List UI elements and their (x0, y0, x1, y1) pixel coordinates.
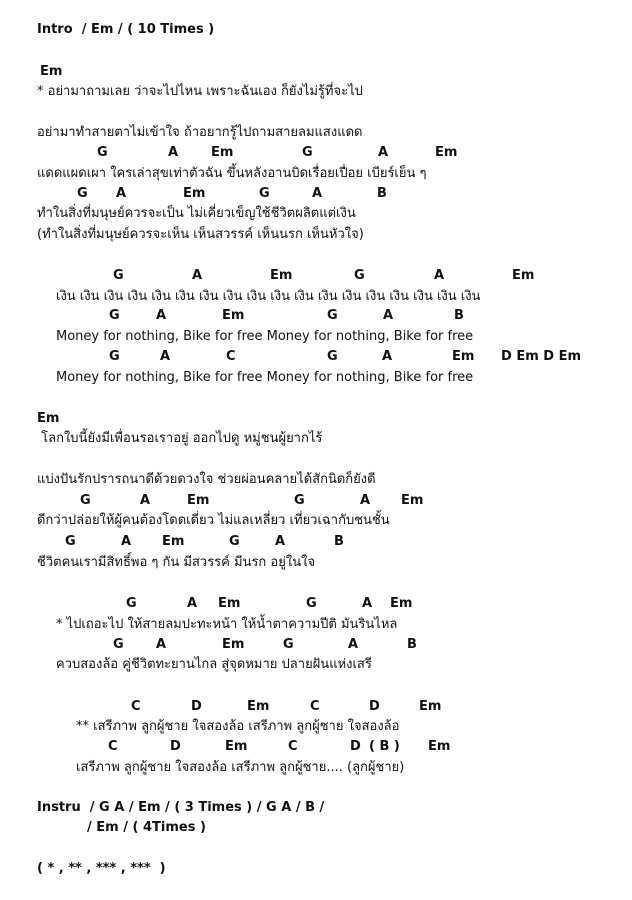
chord-label: Em (218, 596, 241, 611)
chord-label: Em (187, 493, 210, 508)
lyric-line: เสรีภาพ ลูกผู้ชาย ใจสองล้อ เสรีภาพ ลูกผู้ชาย.... (ลูกผู้ชาย) (76, 760, 405, 775)
chord-label: D (350, 739, 361, 754)
chord-label: D Em D Em (501, 349, 582, 364)
chord-label: A (156, 637, 167, 652)
chord-label: Em (211, 145, 234, 160)
lyric-line: Money for nothing, Bike for free Money for nothing, Bike for free (56, 370, 474, 385)
chord-label: D (369, 699, 380, 714)
chord-label: C (226, 349, 236, 364)
instru-line-2: / Em / ( 4Times ) (87, 820, 206, 835)
lyric-line: Money for nothing, Bike for free Money for nothing, Bike for free (56, 329, 474, 344)
chord-label: A (140, 493, 151, 508)
chord-label: G (327, 308, 338, 323)
chord-label: G (65, 534, 76, 549)
chord-label: C (288, 739, 298, 754)
lyric-line: ดีกว่าปล่อยให้ผู้คนต้องโดดเดี่ยว ไม่แลเหลี่ยว เที่ยวเฉากับชนชั้น (37, 513, 390, 528)
chord-label: A (192, 268, 203, 283)
chord-label: G (126, 596, 137, 611)
chord-label: Em (390, 596, 413, 611)
chord-label: A (434, 268, 445, 283)
chord-label: G (97, 145, 108, 160)
chord-label: A (312, 186, 323, 201)
chord-label: G (283, 637, 294, 652)
chord-label: G (77, 186, 88, 201)
intro-line: Intro / Em / ( 10 Times ) (37, 22, 215, 37)
chord-label: A (156, 308, 167, 323)
chord-label: Em (428, 739, 451, 754)
song-order: ( * , ** , *** , *** ) (37, 861, 166, 876)
chord-label: B (407, 637, 417, 652)
chord-em: Em (37, 411, 60, 426)
chord-label: B (454, 308, 464, 323)
chord-label: Em (183, 186, 206, 201)
chord-label: B (377, 186, 387, 201)
chord-label: Em (247, 699, 270, 714)
lyric-line: ควบสองล้อ คู่ชีวิตทะยานไกล สู่จุดหมาย ปลายฝันแห่งเสรี (56, 657, 372, 672)
chord-label: G (354, 268, 365, 283)
chord-label: Em (512, 268, 535, 283)
chord-label: C (131, 699, 141, 714)
chord-label: A (362, 596, 373, 611)
chord-label: D (191, 699, 202, 714)
chord-label: G (302, 145, 313, 160)
chord-em: Em (40, 64, 63, 79)
chord-label: A (160, 349, 171, 364)
chord-label: G (306, 596, 317, 611)
chord-label: A (383, 308, 394, 323)
chord-label: A (378, 145, 389, 160)
chord-label: B (334, 534, 344, 549)
chord-label: Em (162, 534, 185, 549)
lyric-line: ทำในสิ่งที่มนุษย์ควรจะเป็น ไม่เคี่ยวเข็ญใช้ชีวิตผลิตแต่เงิน (37, 206, 356, 221)
chord-label: Em (222, 637, 245, 652)
lyric-line: * ไปเถอะไป ให้สายลมปะทะหน้า ให้น้ำตาความปีติ มันรินไหล (56, 617, 398, 632)
chord-label: D (170, 739, 181, 754)
chord-label: Em (270, 268, 293, 283)
chord-label: A (121, 534, 132, 549)
lyric-line: อย่ามาทำสายตาไม่เข้าใจ ถ้าอยากรู้ไปถามสายลมแสงแดด (37, 125, 363, 140)
lyric-line: โลกใบนี้ยังมีเพื่อนรอเราอยู่ ออกไปดู หมู่ชนผู้ยากไร้ (37, 431, 323, 446)
chord-label: C (310, 699, 320, 714)
chord-label: A (382, 349, 393, 364)
chord-label: G (327, 349, 338, 364)
chord-label: A (168, 145, 179, 160)
chord-label: G (229, 534, 240, 549)
lyric-line: แดดแผดเผา ใครเล่าสุขเท่าตัวฉัน ขึ้นหลังอานบิดเรื่อยเปื่อย เบียร์เย็น ๆ (37, 166, 427, 181)
instru-line: Instru / G A / Em / ( 3 Times ) / G A / B / (37, 800, 325, 815)
chord-label: G (294, 493, 305, 508)
chord-label: Em (222, 308, 245, 323)
chord-label: Em (225, 739, 248, 754)
lyric-line: เงิน เงิน เงิน เงิน เงิน เงิน เงิน เงิน เงิน เงิน เงิน เงิน เงิน เงิน เงิน เงิน เงิน เงิน (56, 289, 481, 304)
lyric-line: ชีวิตคนเรามีสิทธิ์พอ ๆ กัน มีสวรรค์ มีนรก อยู่ในใจ (37, 555, 316, 570)
chord-label: G (113, 637, 124, 652)
lyric-line: แบ่งปันรักปรารถนาดีด้วยดวงใจ ช่วยผ่อนคลายได้สักนิดก็ยังดี (37, 472, 376, 487)
chord-label: A (360, 493, 371, 508)
chord-label: ( B ) (369, 739, 400, 754)
chord-label: G (259, 186, 270, 201)
chord-label: G (109, 349, 120, 364)
chord-label: G (113, 268, 124, 283)
chord-label: G (109, 308, 120, 323)
chord-label: A (275, 534, 286, 549)
chord-label: Em (401, 493, 424, 508)
chord-label: Em (452, 349, 475, 364)
chord-label: A (187, 596, 198, 611)
chord-label: Em (419, 699, 442, 714)
chord-label: A (348, 637, 359, 652)
chord-label: C (108, 739, 118, 754)
lyric-line: ** เสรีภาพ ลูกผู้ชาย ใจสองล้อ เสรีภาพ ลูกผู้ชาย ใจสองล้อ (76, 719, 400, 734)
lyric-line: (ทำในสิ่งที่มนุษย์ควรจะเห็น เห็นสวรรค์ เห็นนรก เห็นหัวใจ) (37, 227, 364, 242)
lyric-line: * อย่ามาถามเลย ว่าจะไปไหน เพราะฉันเอง ก็ยังไม่รู้ที่จะไป (37, 84, 363, 99)
chord-label: A (116, 186, 127, 201)
chord-label: G (80, 493, 91, 508)
chord-label: Em (435, 145, 458, 160)
